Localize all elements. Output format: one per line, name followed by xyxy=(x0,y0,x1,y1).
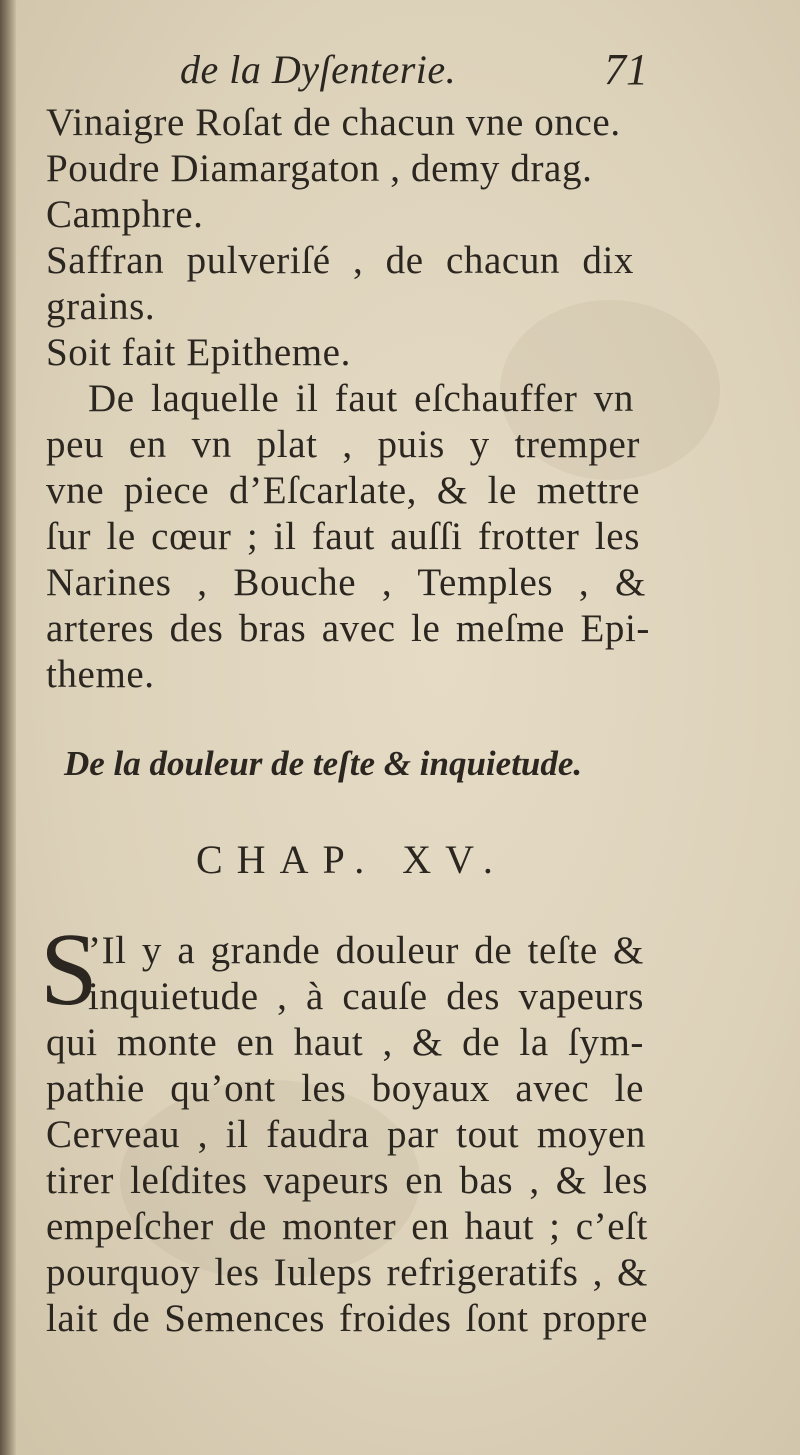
paragraph-line: De laquelle il faut eſchauffer vn xyxy=(88,377,634,420)
paragraph-line: empeſcher de monter en haut ; c’eſt xyxy=(46,1205,648,1248)
paragraph-line: inquietude , à cauſe des vapeurs xyxy=(88,975,644,1018)
paragraph-line: pourquoy les Iuleps refrigeratifs , & xyxy=(46,1251,648,1294)
paragraph-line: Cerveau , il faudra par tout moyen xyxy=(46,1113,646,1156)
recipe-line: Vinaigre Roſat de chacun vne once. xyxy=(46,101,621,144)
paragraph-line: lait de Semences froides ſont propre xyxy=(46,1297,648,1340)
paragraph-line: theme. xyxy=(46,653,155,696)
paragraph-line: pathie qu’ont les boyaux avec le xyxy=(46,1067,644,1110)
chapter-label: CHAP. XV. xyxy=(196,837,507,882)
page-number: 71 xyxy=(604,45,648,94)
recipe-line: grains. xyxy=(46,285,156,328)
recipe-line: Saffran pulveriſé , de chacun dix xyxy=(46,239,634,282)
paragraph-line: vne piece d’Eſcarlate, & le mettre xyxy=(46,469,640,512)
page-header xyxy=(180,40,660,100)
paragraph-line: qui monte en haut , & de la ſym- xyxy=(46,1021,644,1064)
paragraph-line: peu en vn plat , puis y tremper xyxy=(46,423,640,466)
recipe-line: Poudre Diamargaton , demy drag. xyxy=(46,147,593,190)
drop-cap: S xyxy=(40,912,98,1027)
recipe-line: Camphre. xyxy=(46,193,204,236)
running-title: de la Dyſenterie. xyxy=(180,47,457,92)
page-gutter xyxy=(0,0,16,1455)
paragraph-line: ’Il y a grande douleur de teſte & xyxy=(88,929,644,972)
section-heading: De la douleur de teſte & inquietude. xyxy=(64,744,583,783)
paragraph-line: arteres des bras avec le meſme Epi- xyxy=(46,607,650,650)
recipe-line: Soit fait Epitheme. xyxy=(46,331,351,374)
paragraph-line: Narines , Bouche , Temples , & xyxy=(46,561,646,604)
paragraph-line: tirer leſdites vapeurs en bas , & les xyxy=(46,1159,648,1202)
paragraph-line: ſur le cœur ; il faut auſſi frotter les xyxy=(46,515,640,558)
